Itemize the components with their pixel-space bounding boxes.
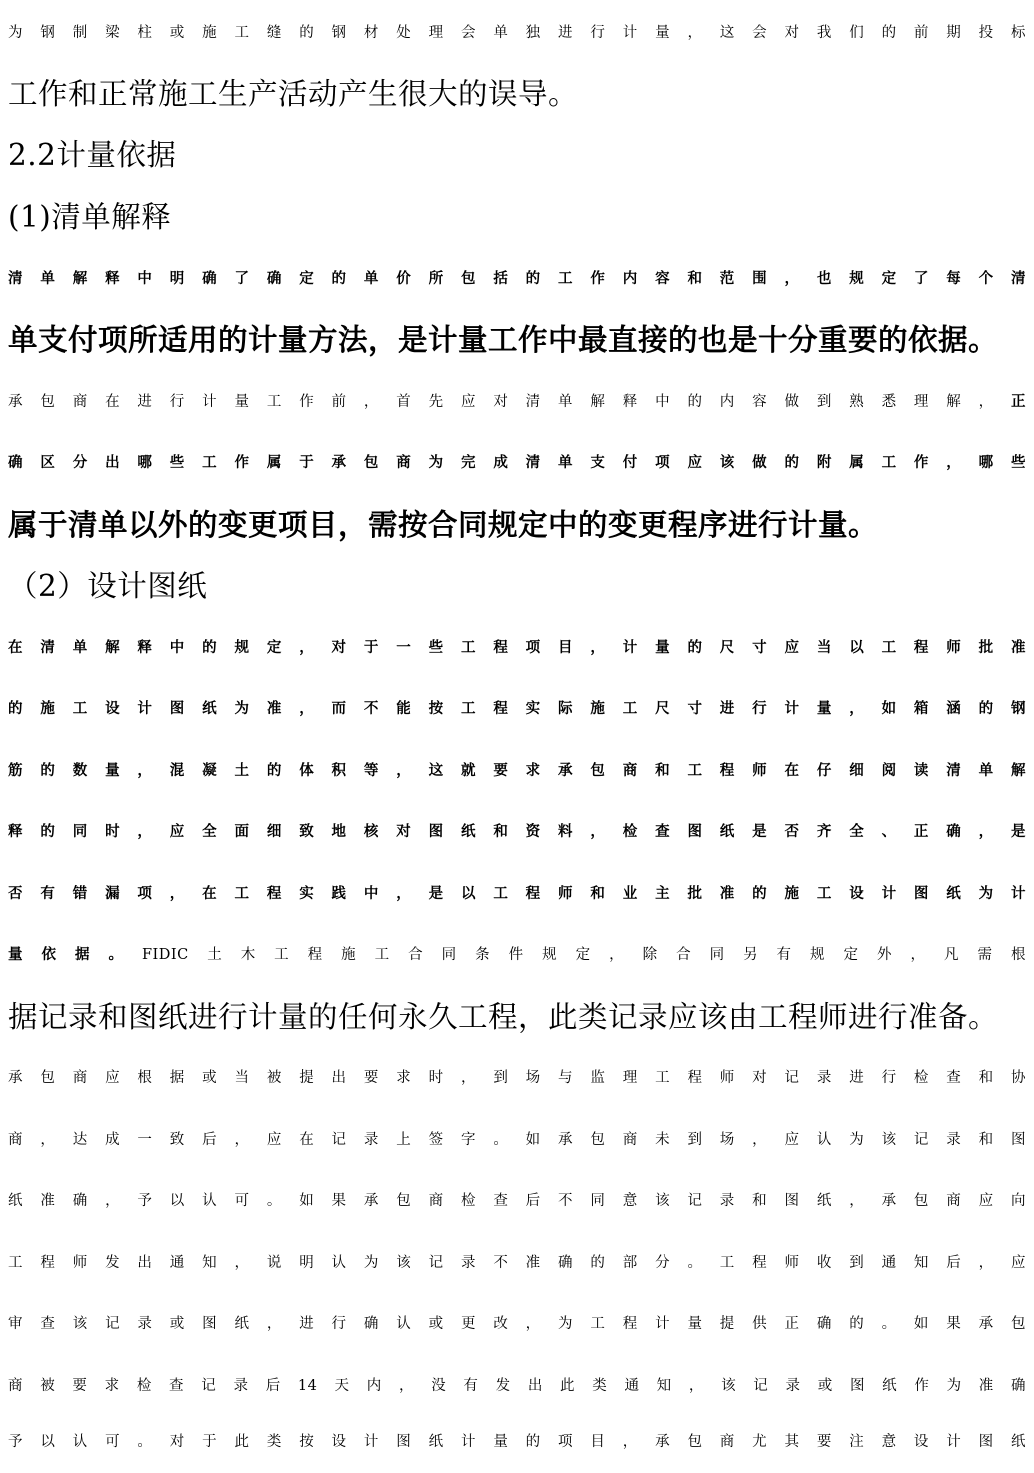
text-line — [8, 495, 878, 556]
text-line — [8, 310, 998, 371]
text-line — [8, 1110, 1026, 1171]
text-line — [8, 1048, 1026, 1109]
text-line — [8, 925, 1026, 986]
text-line — [8, 249, 1026, 310]
text-run: 属于清单以外的变更项目，需按合同规定中的变更程序进行计量。 — [8, 508, 879, 542]
subsection-heading — [8, 187, 171, 248]
text-line — [8, 987, 998, 1048]
text-run: （2）设计图纸 — [8, 569, 208, 603]
text-run: FIDIC土木工程施工合同条件规定，除合同另有规定外，凡需根 — [141, 947, 1027, 963]
text-run: 工程师发出通知，说明认为该记录不准确的部分。工程师收到通知后，应 — [8, 1255, 1026, 1271]
text-run-bold: 量依据。 — [8, 947, 142, 963]
text-run: 确区分出哪些工作属于承包商为完成清单支付项应该做的附属工作，哪些 — [8, 455, 1026, 471]
text-run: 释的同时，应全面细致地核对图纸和资料，检查图纸是否齐全、正确，是 — [8, 824, 1026, 840]
text-run: 2.2计量依据 — [8, 138, 177, 172]
text-line — [8, 64, 578, 125]
text-run: 单支付项所适用的计量方法，是计量工作中最直接的也是十分重要的依据。 — [8, 323, 999, 357]
text-run: 商被要求检查记录后14天内，没有发出此类通知，该记录或图纸作为准确 — [8, 1378, 1026, 1394]
text-run: 的施工设计图纸为准，而不能按工程实际施工尺寸进行计量，如箱涵的钢 — [8, 701, 1026, 717]
section-heading — [8, 125, 176, 186]
text-run: 否有错漏项，在工程实践中，是以工程师和业主批准的施工设计图纸为计 — [8, 886, 1026, 902]
text-run: 在清单解释中的规定，对于一些工程项目，计量的尺寸应当以工程师批准 — [8, 640, 1026, 656]
text-run: 承包商在进行计量工作前，首先应对清单解释中的内容做到熟悉理解， — [8, 394, 1011, 410]
text-run: 承包商应根据或当被提出要求时，到场与监理工程师对记录进行检查和协 — [8, 1070, 1026, 1086]
text-line — [8, 1356, 1026, 1417]
text-line — [8, 741, 1026, 802]
text-run: 清单解释中明确了确定的单价所包括的工作内容和范围，也规定了每个清 — [8, 271, 1026, 287]
text-run: (1)清单解释 — [8, 200, 172, 234]
text-run: 审查该记录或图纸，进行确认或更改，为工程计量提供正确的。如果承包 — [8, 1316, 1026, 1332]
text-run: 纸准确，予以认可。如果承包商检查后不同意该记录和图纸，承包商应向 — [8, 1193, 1026, 1209]
text-run: 筋的数量，混凝土的体积等，这就要求承包商和工程师在仔细阅读清单解 — [8, 763, 1026, 779]
text-line — [8, 3, 1026, 64]
text-line — [8, 679, 1026, 740]
text-run: 据记录和图纸进行计量的任何永久工程，此类记录应该由工程师进行准备。 — [8, 1000, 999, 1034]
text-line — [8, 433, 1026, 494]
text-line — [8, 1412, 1026, 1473]
text-run-bold: 正 — [1011, 394, 1026, 410]
text-line — [8, 372, 1026, 433]
text-run: 为钢制梁柱或施工缝的钢材处理会单独进行计量，这会对我们的前期投标 — [8, 25, 1026, 41]
text-line — [8, 1233, 1026, 1294]
text-line — [8, 1294, 1026, 1355]
text-run: 商，达成一致后，应在记录上签字。如承包商未到场，应认为该记录和图 — [8, 1132, 1026, 1148]
subsection-heading — [8, 556, 207, 617]
text-line — [8, 864, 1026, 925]
text-run: 工作和正常施工生产活动产生很大的误导。 — [8, 77, 579, 111]
text-line — [8, 618, 1026, 679]
text-line — [8, 1171, 1026, 1232]
text-run: 予以认可。对于此类按设计图纸计量的项目，承包商尤其要注意设计图纸 — [8, 1434, 1026, 1450]
text-line — [8, 802, 1026, 863]
